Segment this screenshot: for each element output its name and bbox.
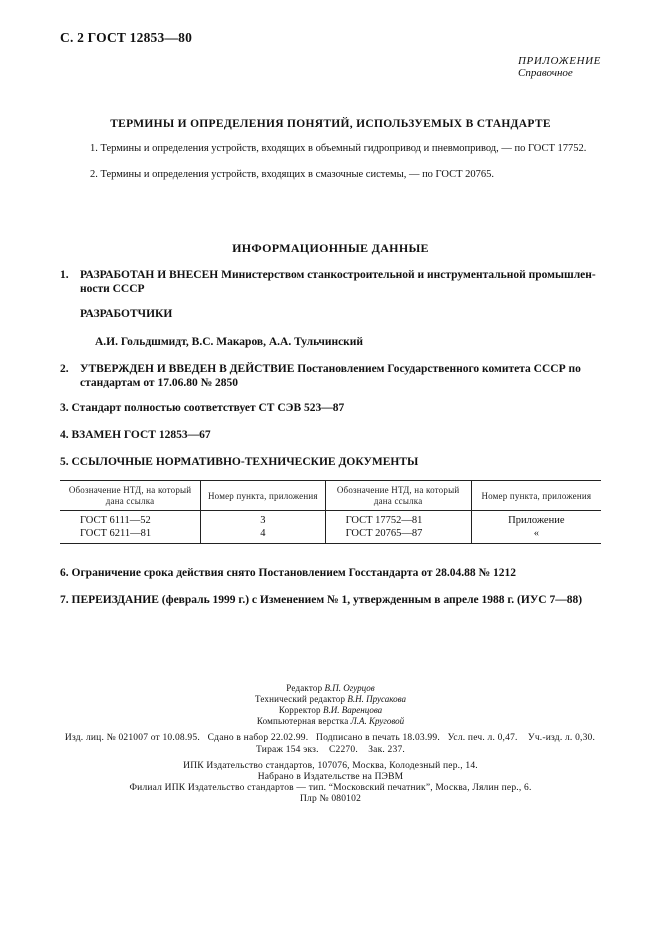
credit-person: В.И. Варенцова xyxy=(323,705,383,715)
publisher-line: Филиал ИПК Издательство стандартов — тип. “Московский печатник”, Москва, Лялин пер., 6. xyxy=(129,783,532,793)
credit-tech-editor xyxy=(0,694,661,705)
info-item-6: 6. Ограничение срока действия снято Постановлением Госстандарта от 28.04.88 № 1212 xyxy=(60,567,516,579)
header-clause-1: Номер пункта, приложения xyxy=(201,481,325,511)
credit-role: Редактор xyxy=(286,683,323,693)
info-item-2 xyxy=(60,362,605,390)
table-row xyxy=(60,527,601,544)
publisher-line: Набрано в Издательстве на ПЭВМ xyxy=(257,772,404,782)
header-ntd-1: Обозначение НТД, на который дана ссылка xyxy=(60,481,201,511)
terms-paragraph-2: 2. Термины и определения устройств, входящих в смазочные системы, — по ГОСТ 20765. xyxy=(90,169,494,180)
info-title: ИНФОРМАЦИОННЫЕ ДАННЫЕ xyxy=(232,241,429,255)
publisher-line: Плр № 080102 xyxy=(299,794,362,804)
credit-role: Корректор xyxy=(278,705,321,715)
terms-title: ТЕРМИНЫ И ОПРЕДЕЛЕНИЯ ПОНЯТИЙ, ИСПОЛЬЗУЕМЫХ В СТАНДАРТЕ xyxy=(110,118,551,130)
table-cell: ГОСТ 6211—81 xyxy=(60,527,201,544)
info-item-4: 4. ВЗАМЕН ГОСТ 12853—67 xyxy=(60,429,211,441)
header-ntd-2: Обозначение НТД, на который дана ссылка xyxy=(325,481,471,511)
table-cell: 3 xyxy=(201,511,325,528)
developers-names: А.И. Гольдшмидт, В.С. Макаров, А.А. Тульчинский xyxy=(95,336,364,348)
appendix-type: Справочное xyxy=(518,67,573,79)
license-line: Изд. лиц. № 021007 от 10.08.95. Сдано в набор 22.02.99. Подписано в печать 18.03.99. Усл. печ. л. 0,47. Уч.-изд. л. 0,30. xyxy=(64,733,596,743)
table-cell: 4 xyxy=(201,527,325,544)
developers-label: РАЗРАБОТЧИКИ xyxy=(80,308,173,320)
page-header: С. 2 ГОСТ 12853—80 xyxy=(60,30,193,45)
credits-block xyxy=(0,683,661,727)
table-cell: « xyxy=(471,527,601,544)
item-1-text: РАЗРАБОТАН И ВНЕСЕН Министерством станкостроительной и инструментальной промышлен- xyxy=(80,269,596,281)
item-2-text: УТВЕРЖДЕН И ВВЕДЕН В ДЕЙСТВИЕ Постановлением Государственного комитета СССР по xyxy=(80,363,581,375)
table-cell: Приложение xyxy=(471,511,601,528)
table-cell: ГОСТ 17752—81 xyxy=(325,511,471,528)
references-table xyxy=(60,480,601,544)
table-cell: ГОСТ 20765—87 xyxy=(325,527,471,544)
info-item-3: 3. Стандарт полностью соответствует СТ СЭВ 523—87 xyxy=(60,402,345,414)
appendix-label xyxy=(518,55,601,79)
item-2-continuation: стандартам от 17.06.80 № 2850 xyxy=(80,377,239,389)
table-cell: ГОСТ 6111—52 xyxy=(80,515,151,526)
credit-corrector xyxy=(0,705,661,716)
credit-layout xyxy=(0,716,661,727)
credit-role: Компьютерная верстка xyxy=(256,716,349,726)
credit-role: Технический редактор xyxy=(254,694,346,704)
appendix-title: ПРИЛОЖЕНИЕ xyxy=(518,55,601,67)
item-number: 2. xyxy=(60,363,69,375)
credit-person: Л.А. Круговой xyxy=(350,716,405,726)
credit-editor xyxy=(0,683,661,694)
credit-person: В.П. Огурцов xyxy=(324,683,375,693)
credit-person: В.Н. Прусакова xyxy=(347,694,407,704)
publisher-line: ИПК Издательство стандартов, 107076, Москва, Колодезный пер., 14. xyxy=(183,761,478,771)
print-line: Тираж 154 экз. С2270. Зак. 237. xyxy=(256,745,405,755)
header-clause-2: Номер пункта, приложения xyxy=(471,481,601,511)
terms-paragraph-1: 1. Термины и определения устройств, входящих в объемный гидропривод и пневмопривод, — по ГОСТ 17752. xyxy=(90,143,587,154)
publisher-block xyxy=(0,761,661,805)
table-header-row xyxy=(60,481,601,511)
table-row xyxy=(60,511,601,528)
item-1-continuation: ности СССР xyxy=(80,283,145,295)
info-item-7: 7. ПЕРЕИЗДАНИЕ (февраль 1999 г.) с Изменением № 1, утвержденным в апреле 1988 г. (ИУС 7—88) xyxy=(60,594,583,606)
info-item-5: 5. ССЫЛОЧНЫЕ НОРМАТИВНО-ТЕХНИЧЕСКИЕ ДОКУМЕНТЫ xyxy=(60,456,419,468)
info-item-1 xyxy=(60,268,605,296)
item-number: 1. xyxy=(60,269,69,281)
